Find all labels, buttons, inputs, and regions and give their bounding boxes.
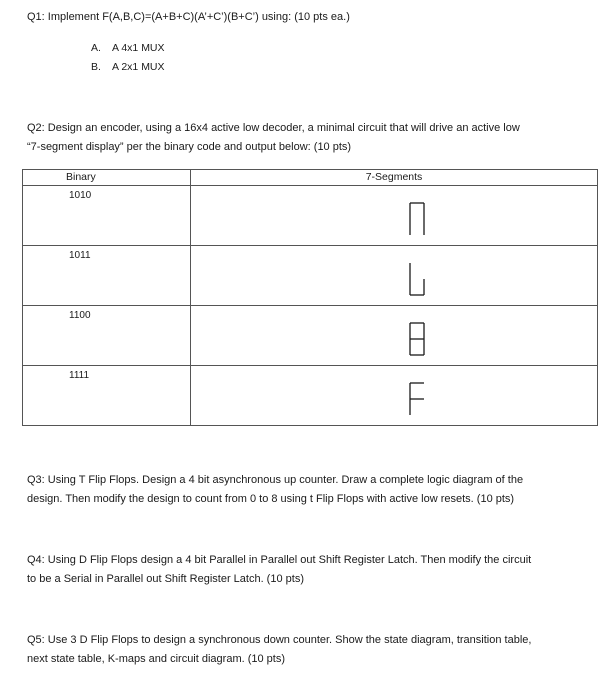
binary-code: 1011: [23, 246, 191, 306]
q2-line2: “7-segment display” per the binary code and output below: (10 pts): [27, 141, 352, 153]
seven-segment-digit: [408, 306, 432, 364]
q1-option-b-text: A 2x1 MUX: [112, 61, 165, 73]
segment-cell: [191, 306, 598, 366]
q1-text: Q1: Implement F(A,B,C)=(A+B+C)(A’+C’)(B+C’) using: (10 pts ea.): [27, 11, 350, 23]
q2-line1: Q2: Design an encoder, using a 16x4 active low decoder, a minimal circuit that will drive an active low: [27, 122, 520, 134]
seven-segment-digit: [408, 246, 432, 304]
segment-cell: [191, 186, 598, 246]
seven-segment-digit: [408, 186, 432, 244]
q1-option-a-letter: A.: [91, 42, 101, 54]
binary-code: 1010: [23, 186, 191, 246]
q1-option-b-letter: B.: [91, 61, 101, 73]
table-row: [23, 246, 598, 306]
segment-cell: [191, 246, 598, 306]
binary-code: 1111: [23, 366, 191, 426]
header-binary: Binary: [23, 170, 191, 186]
q3-line1: Q3: Using T Flip Flops. Design a 4 bit asynchronous up counter. Draw a complete logic diagram of the: [27, 474, 524, 486]
seven-segment-digit: [408, 366, 432, 424]
encoder-table: [22, 169, 598, 426]
table-row: [23, 306, 598, 366]
q4-line2: to be a Serial in Parallel out Shift Register Latch. (10 pts): [27, 573, 304, 585]
q4-line1: Q4: Using D Flip Flops design a 4 bit Parallel in Parallel out Shift Register Latch. Then modify the circuit: [27, 554, 532, 566]
binary-code: 1100: [23, 306, 191, 366]
table-row: [23, 366, 598, 426]
table-row: [23, 186, 598, 246]
q5-line1: Q5: Use 3 D Flip Flops to design a synchronous down counter. Show the state diagram, transition table,: [27, 634, 532, 646]
segment-cell: [191, 366, 598, 426]
q3-line2: design. Then modify the design to count from 0 to 8 using t Flip Flops with active low resets. (10 pts): [27, 493, 515, 505]
q1-option-a-text: A 4x1 MUX: [112, 42, 165, 54]
q5-line2: next state table, K-maps and circuit diagram. (10 pts): [27, 653, 286, 665]
header-7-segments: 7-Segments: [191, 170, 598, 186]
